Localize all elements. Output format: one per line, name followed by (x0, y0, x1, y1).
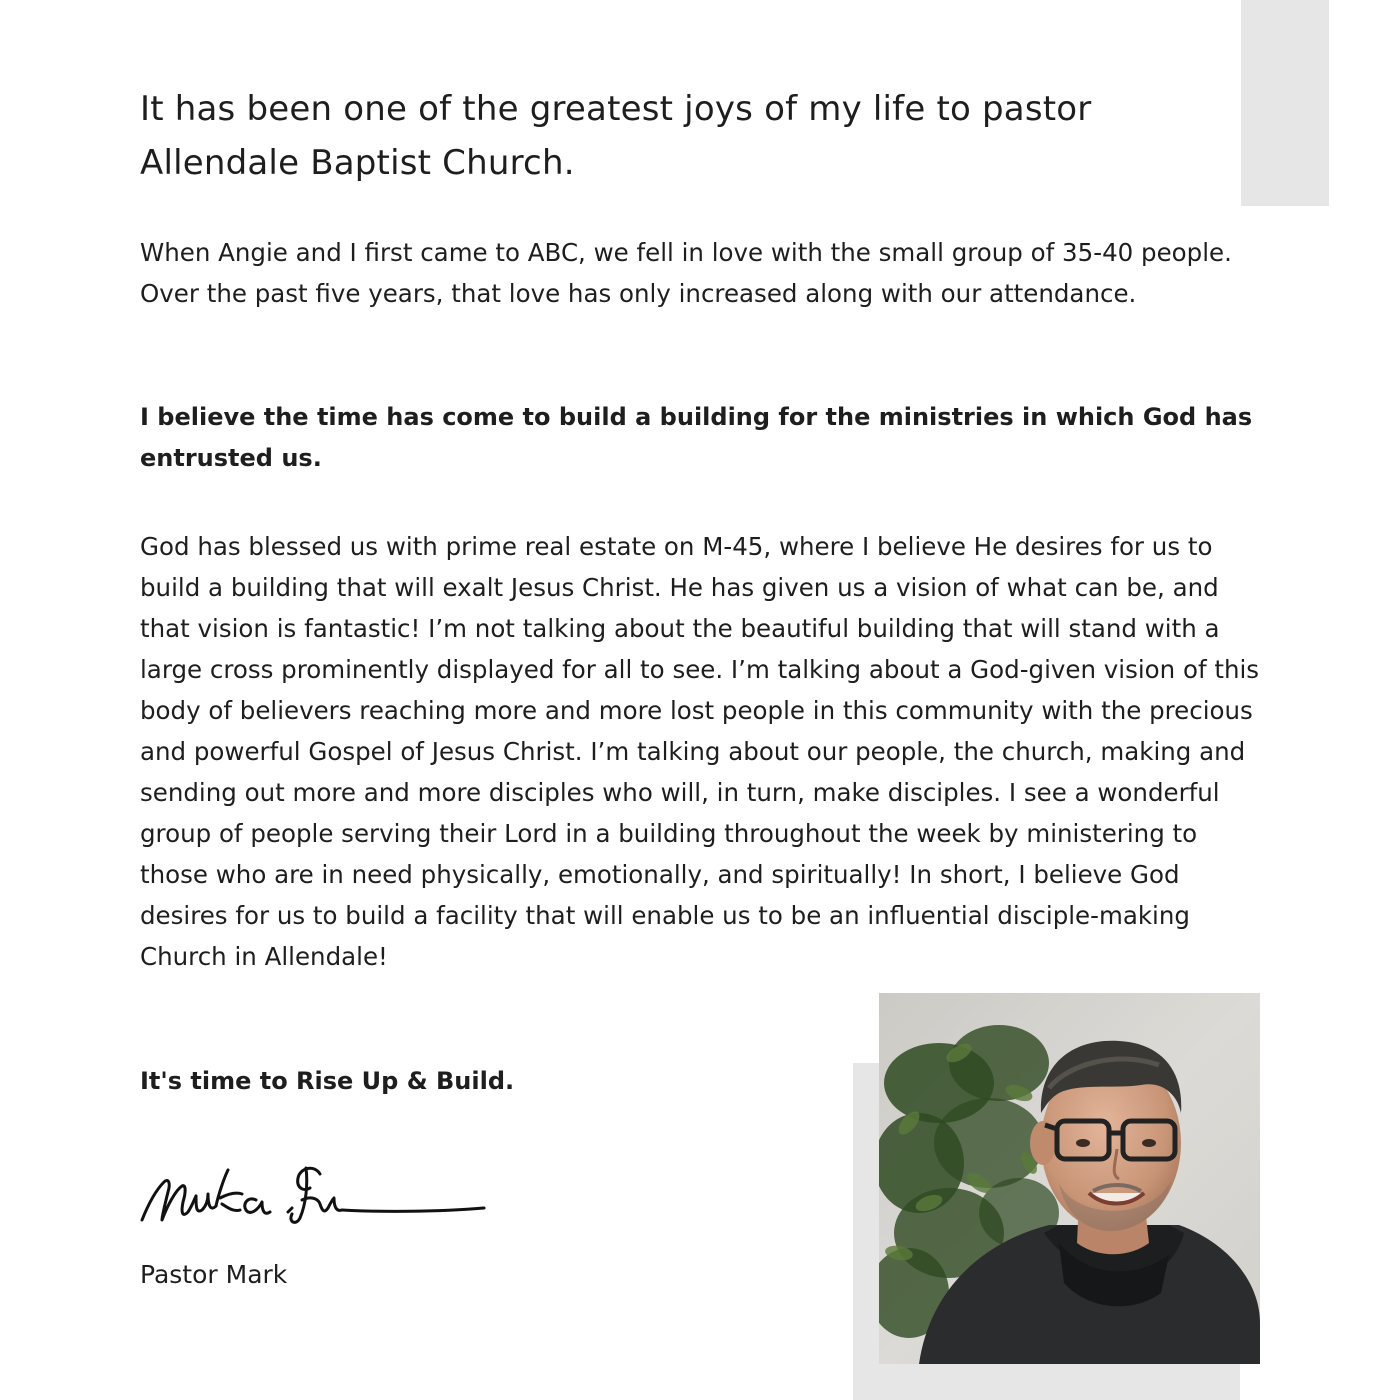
signer-name: Pastor Mark (140, 1260, 288, 1289)
decorative-block-top (1241, 0, 1329, 206)
pastor-portrait-photo (879, 993, 1260, 1364)
belief-statement: I believe the time has come to build a building for the ministries in which God has entrusted us. (140, 403, 1253, 472)
vision-paragraph: God has blessed us with prime real estate on M-45, where I believe He desires for us to build a building that will exalt Jesus Christ. He has given us a vision of what can be, and that vision is fantastic! I’m not talking about the beautiful building that will stand with a large cross prominently displayed for all to see. I’m talking about a God-given vision of this body of believers reaching more and more lost people in this community with the precious and powerful Gospel of Jesus Christ. I’m talking about our people, the church, making and sending out more and more disciples who will, in turn, make disciples. I see a wonderful group of people serving their Lord in a building throughout the week by ministering to those who are in need physically, emotionally, and spiritually! In short, I believe God desires for us to build a facility that will enable us to be an influential disciple-making Church in Allendale! (140, 532, 1260, 971)
letter-headline: It has been one of the greatest joys of my life to pastor Allendale Baptist Church. (140, 89, 1092, 183)
intro-paragraph: When Angie and I first came to ABC, we fell in love with the small group of 35-40 people. Over the past five years, that love has only increased along with our attendance. (140, 238, 1232, 308)
callout-statement: It's time to Rise Up & Build. (140, 1067, 515, 1095)
handwritten-signature (138, 1160, 490, 1235)
